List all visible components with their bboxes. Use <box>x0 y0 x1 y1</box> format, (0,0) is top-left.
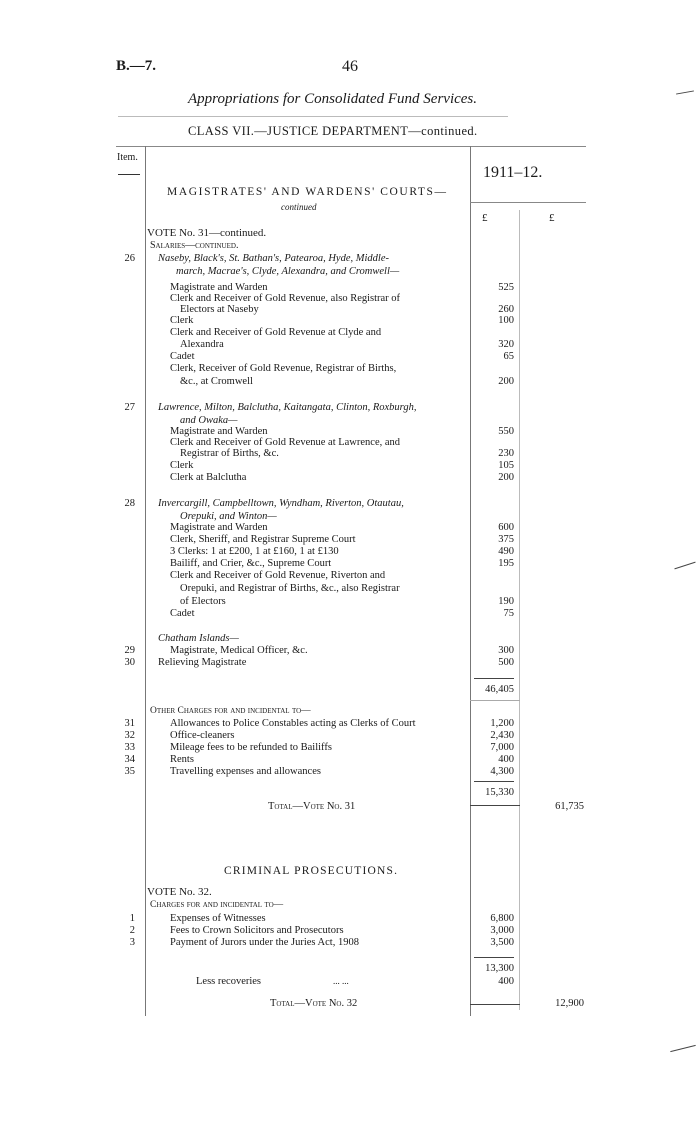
table-row <box>0 351 700 363</box>
item-description: Clerk <box>170 460 194 471</box>
criminal-subtotal: 13,300 <box>485 963 514 974</box>
item-amount: 6,800 <box>490 913 514 924</box>
item-amount: 3,000 <box>490 925 514 936</box>
item-amount: 230 <box>498 448 514 459</box>
item-number: 27 <box>124 402 135 413</box>
title-divider <box>118 116 508 117</box>
section-heading-magistrates: MAGISTRATES' AND WARDENS' COURTS— <box>167 186 448 198</box>
table-row <box>0 460 700 472</box>
table-row <box>0 363 700 375</box>
item-number: 29 <box>124 645 135 656</box>
item-description: Clerk <box>170 315 194 326</box>
total-vote-31-label: Total—Vote No. 31 <box>268 801 356 812</box>
total-31-left-rule <box>470 805 520 806</box>
pound-symbol-totals: £ <box>549 212 555 224</box>
item-description: Allowances to Police Constables acting as Clerks of Court <box>170 718 416 729</box>
item-number: 34 <box>124 754 135 765</box>
table-row <box>0 253 700 265</box>
table-row <box>0 633 700 645</box>
item-amount: 200 <box>498 376 514 387</box>
item-amount: 200 <box>498 472 514 483</box>
item-amount: 525 <box>498 282 514 293</box>
item-description: Alexandra <box>180 339 224 350</box>
item-description: Clerk and Receiver of Gold Revenue at Clyde and <box>170 327 382 338</box>
total-32-left-rule <box>470 1004 520 1005</box>
item-description: Lawrence, Milton, Balclutha, Kaitangata, Clinton, Roxburgh, <box>158 402 417 413</box>
item-description: Rents <box>170 754 194 765</box>
item-number: 26 <box>124 253 135 264</box>
item-amount: 500 <box>498 657 514 668</box>
item-amount: 2,430 <box>490 730 514 741</box>
item-description: Relieving Magistrate <box>158 657 247 668</box>
item-description: and Owaka— <box>180 415 238 426</box>
item-amount: 375 <box>498 534 514 545</box>
table-row <box>0 937 700 949</box>
table-row <box>0 472 700 484</box>
item-amount: 100 <box>498 315 514 326</box>
item-description: &c., at Cromwell <box>180 376 253 387</box>
item-description: Clerk and Receiver of Gold Revenue at Lawrence, and <box>170 437 401 448</box>
table-row <box>0 522 700 534</box>
item-amount: 7,000 <box>490 742 514 753</box>
item-amount: 3,500 <box>490 937 514 948</box>
table-row <box>0 402 700 414</box>
item-description: Clerk, Sheriff, and Registrar Supreme Court <box>170 534 356 545</box>
item-amount: 550 <box>498 426 514 437</box>
table-row <box>0 766 700 778</box>
item-description: Naseby, Black's, St. Bathan's, Patearoa, Hyde, Middle- <box>158 253 389 264</box>
item-header-rule <box>118 174 140 175</box>
salaries-subtotal: 46,405 <box>485 684 514 695</box>
item-amount: 105 <box>498 460 514 471</box>
less-recoveries-value: 400 <box>498 976 514 987</box>
less-recoveries-label: Less recoveries <box>196 976 262 987</box>
item-description: Mileage fees to be refunded to Bailiffs <box>170 742 332 753</box>
table-row <box>0 718 700 730</box>
item-number: 33 <box>124 742 135 753</box>
table-row <box>0 546 700 558</box>
charges-label: Charges for and incidental to— <box>150 900 284 910</box>
page-number: 46 <box>342 58 358 75</box>
table-row <box>0 657 700 669</box>
item-amount: 320 <box>498 339 514 350</box>
vote-32-label: VOTE No. 32. <box>147 886 212 898</box>
table-row <box>0 266 700 278</box>
item-description: Magistrate, Medical Officer, &c. <box>170 645 308 656</box>
table-row <box>0 730 700 742</box>
item-description: Bailiff, and Crier, &c., Supreme Court <box>170 558 332 569</box>
item-description: Clerk at Balclutha <box>170 472 247 483</box>
table-row <box>0 913 700 925</box>
section-heading-criminal: CRIMINAL PROSECUTIONS. <box>224 865 399 877</box>
section-heading-continued: continued <box>281 202 317 212</box>
item-number: 3 <box>129 937 135 948</box>
year-header: 1911–12. <box>483 164 543 181</box>
other-charges-label: Other Charges for and incidental to— <box>150 706 311 716</box>
year-rule <box>470 202 586 203</box>
table-row <box>0 570 700 582</box>
table-row <box>0 534 700 546</box>
item-number: 2 <box>129 925 135 936</box>
item-description: Magistrate and Warden <box>170 426 268 437</box>
margin-mark <box>676 90 694 94</box>
item-number: 35 <box>124 766 135 777</box>
item-number: 31 <box>124 718 135 729</box>
item-description: Expenses of Witnesses <box>170 913 266 924</box>
leader-dots: ... ... <box>333 976 349 986</box>
table-row <box>0 315 700 327</box>
item-description: Registrar of Births, &c. <box>180 448 279 459</box>
other-charges-subtotal: 15,330 <box>485 787 514 798</box>
item-description: march, Macrae's, Clyde, Alexandra, and Cromwell— <box>176 266 400 277</box>
total-vote-31-value: 61,735 <box>555 801 584 812</box>
class-heading: CLASS VII.—JUSTICE DEPARTMENT—continued. <box>188 124 478 138</box>
item-amount: 300 <box>498 645 514 656</box>
item-column-header: Item. <box>117 152 138 163</box>
item-description: Chatham Islands— <box>158 633 239 644</box>
item-description: Clerk, Receiver of Gold Revenue, Registrar of Births, <box>170 363 397 374</box>
total-vote-32-value: 12,900 <box>555 998 584 1009</box>
item-description: Electors at Naseby <box>180 304 259 315</box>
table-top-rule <box>116 146 586 147</box>
item-description: Travelling expenses and allowances <box>170 766 321 777</box>
total-vote-32-label: Total—Vote No. 32 <box>270 998 358 1009</box>
table-row <box>0 448 700 460</box>
document-code: B.—7. <box>116 58 157 74</box>
table-row <box>0 376 700 388</box>
table-row <box>0 608 700 620</box>
criminal-subtotal-rule <box>474 957 514 958</box>
item-description: Invercargill, Campbelltown, Wyndham, Riverton, Otautau, <box>158 498 404 509</box>
item-number: 32 <box>124 730 135 741</box>
item-description: Fees to Crown Solicitors and Prosecutors <box>170 925 344 936</box>
salaries-label: Salaries—continued. <box>150 240 239 251</box>
subtotal-rule <box>474 678 514 679</box>
item-amount: 65 <box>503 351 514 362</box>
item-description: Magistrate and Warden <box>170 522 268 533</box>
table-row <box>0 583 700 595</box>
table-row <box>0 645 700 657</box>
table-row <box>0 498 700 510</box>
item-amount: 1,200 <box>490 718 514 729</box>
item-number: 30 <box>124 657 135 668</box>
item-description: 3 Clerks: 1 at £200, 1 at £160, 1 at £130 <box>170 546 339 557</box>
table-row <box>0 558 700 570</box>
vote-31-label: VOTE No. 31—continued. <box>147 227 267 239</box>
item-description: Orepuki, and Winton— <box>180 511 277 522</box>
table-row <box>0 754 700 766</box>
item-description: Clerk and Receiver of Gold Revenue, also Registrar of <box>170 293 401 304</box>
subtotal-under-rule <box>470 700 520 701</box>
table-row <box>0 925 700 937</box>
item-amount: 600 <box>498 522 514 533</box>
margin-mark <box>670 1045 695 1052</box>
item-description: of Electors <box>180 596 226 607</box>
item-description: Magistrate and Warden <box>170 282 268 293</box>
item-amount: 4,300 <box>490 766 514 777</box>
item-number: 28 <box>124 498 135 509</box>
item-amount: 190 <box>498 596 514 607</box>
item-description: Office-cleaners <box>170 730 235 741</box>
table-row <box>0 339 700 351</box>
pound-symbol-subtotals: £ <box>482 212 488 224</box>
page-title: Appropriations for Consolidated Fund Services. <box>188 91 478 107</box>
item-amount: 260 <box>498 304 514 315</box>
item-description: Cadet <box>170 608 195 619</box>
item-description: Orepuki, and Registrar of Births, &c., also Registrar <box>180 583 400 594</box>
item-amount: 400 <box>498 754 514 765</box>
table-row <box>0 742 700 754</box>
item-description: Cadet <box>170 351 195 362</box>
item-amount: 195 <box>498 558 514 569</box>
item-amount: 75 <box>503 608 514 619</box>
other-subtotal-rule <box>474 781 514 782</box>
item-amount: 490 <box>498 546 514 557</box>
item-description: Payment of Jurors under the Juries Act, 1908 <box>170 937 359 948</box>
item-number: 1 <box>129 913 135 924</box>
table-row <box>0 327 700 339</box>
item-description: Clerk and Receiver of Gold Revenue, Riverton and <box>170 570 386 581</box>
table-row <box>0 596 700 608</box>
